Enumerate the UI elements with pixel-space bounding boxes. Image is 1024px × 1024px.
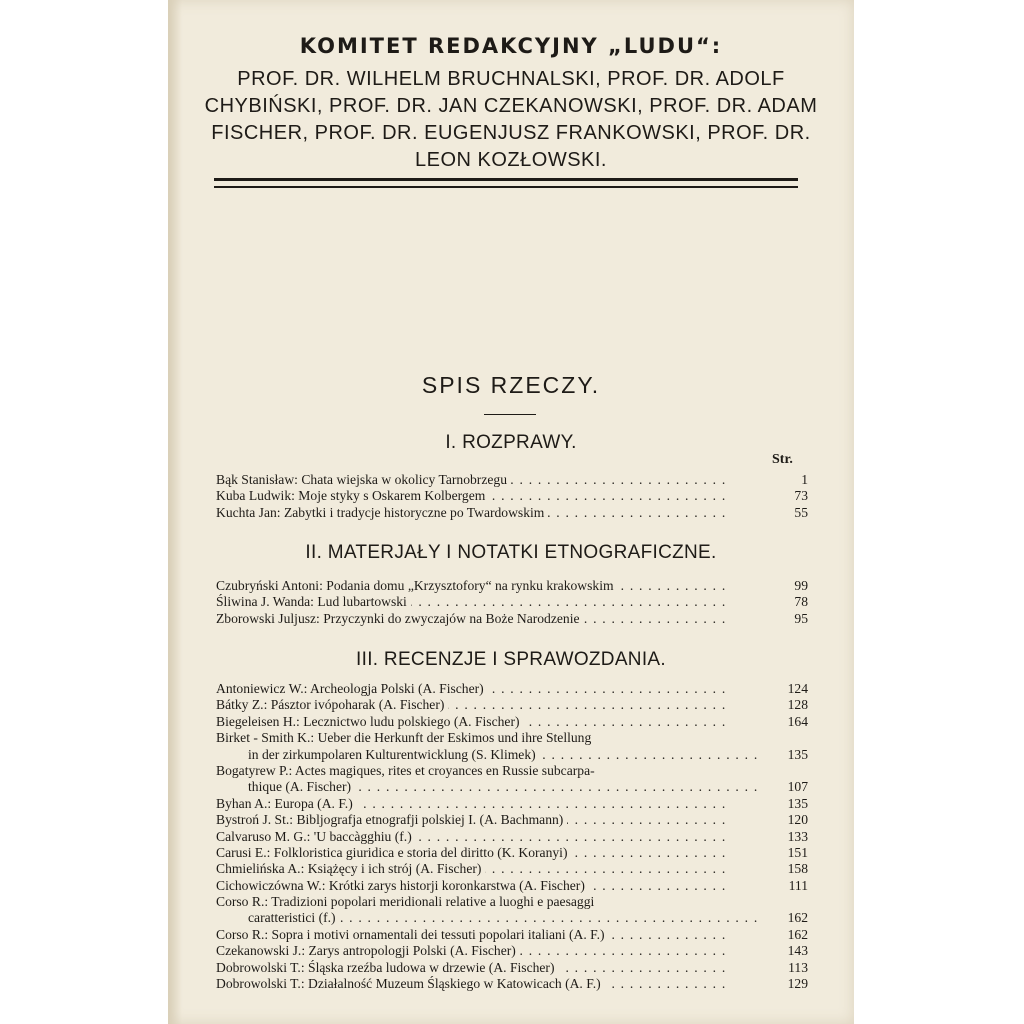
- toc-entry-page: 158: [787, 861, 808, 877]
- toc-entry-text: Śliwina J. Wanda: Lud lubartowski: [216, 594, 411, 609]
- toc-entry: [216, 730, 808, 746]
- toc-entry-text: Biegeleisen H.: Lecznictwo ludu polskiego (A. Fischer): [216, 714, 524, 729]
- page-column-header: Str.: [772, 452, 793, 467]
- section-heading-1: I. ROZPRAWY.: [445, 432, 577, 453]
- toc-entry-text: caratteristici (f.): [248, 910, 340, 925]
- toc-entry-text: Kuchta Jan: Zabytki i tradycje historyczne po Twardowskim: [216, 505, 548, 520]
- toc-entry: [216, 594, 808, 610]
- toc-entry-text: Corso R.: Tradizioni popolari meridionali relative a luoghi e paesaggi: [216, 894, 598, 909]
- toc-entry: [216, 894, 808, 910]
- section-heading-3: III. RECENZJE I SPRAWOZDANIA.: [356, 649, 666, 670]
- toc-entry-page: 162: [787, 926, 808, 942]
- toc-entry: [216, 910, 808, 926]
- toc-entry: [216, 812, 808, 828]
- toc-entry-page: 151: [787, 844, 808, 860]
- double-rule-top: [214, 178, 798, 181]
- toc-entry-page: 111: [788, 877, 808, 893]
- toc-entry-page: 128: [787, 697, 808, 713]
- toc-entry: [216, 861, 808, 877]
- toc-entry-page: 135: [787, 746, 808, 762]
- toc-entry-page: 120: [787, 812, 808, 828]
- toc-entry-page: 135: [787, 795, 808, 811]
- toc-entry-text: Byhan A.: Europa (A. F.): [216, 796, 357, 811]
- double-rule-bottom: [214, 186, 798, 188]
- contents-title: SPIS RZECZY.: [421, 372, 601, 398]
- toc-entry-page: 129: [787, 976, 808, 992]
- toc-entry-text: Bąk Stanisław: Chata wiejska w okolicy Tarnobrzegu: [216, 472, 511, 487]
- section-2-entries: [216, 578, 808, 627]
- page-gutter-shadow: [168, 0, 182, 1024]
- toc-entry-text: Cichowiczówna W.: Krótki zarys historji koronkarstwa (A. Fischer): [216, 878, 589, 893]
- toc-entry: [216, 681, 808, 697]
- toc-entry-page: 55: [794, 504, 808, 520]
- toc-entry-text: thique (A. Fischer): [248, 779, 355, 794]
- toc-entry-text: in der zirkumpolaren Kulturentwicklung (S. Klimek): [248, 747, 540, 762]
- toc-entry-page: 73: [794, 488, 808, 504]
- toc-entry: [216, 829, 808, 845]
- toc-entry-page: 143: [787, 943, 808, 959]
- section-1-entries: [216, 472, 808, 521]
- book-page: [168, 0, 854, 1024]
- toc-entry-text: Bystroń J. St.: Bibljografja etnografji polskiej I. (A. Bachmann): [216, 812, 567, 827]
- title-underline: [484, 414, 536, 415]
- toc-entry: [216, 796, 808, 812]
- toc-entry: [216, 763, 808, 779]
- toc-entry: [216, 697, 808, 713]
- toc-entry-text: Dobrowolski T.: Śląska rzeźba ludowa w drzewie (A. Fischer): [216, 960, 559, 975]
- toc-entry-page: 133: [787, 828, 808, 844]
- toc-entry: [216, 878, 808, 894]
- toc-entry: [216, 714, 808, 730]
- toc-entry: [216, 488, 808, 504]
- toc-entry: [216, 927, 808, 943]
- toc-entry-page: 107: [787, 779, 808, 795]
- toc-entry: [216, 845, 808, 861]
- toc-entry-text: Kuba Ludwik: Moje styky s Oskarem Kolbergem: [216, 488, 489, 503]
- toc-entry-text: Czubryński Antoni: Podania domu „Krzysztofory“ na rynku krakowskim: [216, 578, 618, 593]
- toc-entry-text: Bogatyrew P.: Actes magiques, rites et croyances en Russie subcarpa-: [216, 763, 599, 778]
- toc-entry-page: 78: [794, 594, 808, 610]
- toc-entry: [216, 747, 808, 763]
- toc-entry-text: Chmielińska A.: Książęcy i ich strój (A. Fischer): [216, 861, 485, 876]
- toc-entry: [216, 779, 808, 795]
- toc-entry: [216, 611, 808, 627]
- toc-entry: [216, 505, 808, 521]
- toc-entry-text: Birket - Smith K.: Ueber die Herkunft der Eskimos und ihre Stellung: [216, 730, 595, 745]
- toc-entry: [216, 472, 808, 488]
- committee-members: PROF. DR. WILHELM BRUCHNALSKI, PROF. DR. ADOLF CHYBIŃSKI, PROF. DR. JAN CZEKANOWSKI, PROF. DR. ADAM FISCHER, PROF. DR. EUGENJUSZ FRANKOWSKI, PROF. DR. LEON KOZŁOWSKI.: [204, 68, 818, 171]
- toc-entry: [216, 976, 808, 992]
- toc-entry: [216, 943, 808, 959]
- toc-entry-text: Dobrowolski T.: Działalność Muzeum Śląskiego w Katowicach (A. F.): [216, 976, 605, 991]
- toc-entry-text: Antoniewicz W.: Archeologja Polski (A. Fischer): [216, 681, 488, 696]
- toc-entry-page: 162: [787, 910, 808, 926]
- toc-entry: [216, 960, 808, 976]
- toc-entry-text: Bátky Z.: Pásztor ivópoharak (A. Fischer): [216, 697, 448, 712]
- toc-entry-text: Czekanowski J.: Zarys antropologji Polski (A. Fischer): [216, 943, 520, 958]
- toc-entry-text: Corso R.: Sopra i motivi ornamentali dei tessuti popolari italiani (A. F.): [216, 927, 609, 942]
- toc-entry-page: 164: [787, 713, 808, 729]
- toc-entry-page: 95: [794, 610, 808, 626]
- toc-entry: [216, 578, 808, 594]
- section-heading-2: II. MATERJAŁY I NOTATKI ETNOGRAFICZNE.: [305, 542, 717, 563]
- toc-entry-text: Carusi E.: Folkloristica giuridica e storia del diritto (K. Koranyi): [216, 845, 571, 860]
- toc-entry-page: 1: [801, 472, 808, 487]
- toc-entry-text: Zborowski Juljusz: Przyczynki do zwyczajów na Boże Narodzenie: [216, 611, 584, 626]
- toc-entry-text: Calvaruso M. G.: 'U baccàgghiu (f.): [216, 829, 416, 844]
- toc-entry-page: 113: [788, 959, 808, 975]
- toc-entry-page: 124: [787, 681, 808, 696]
- toc-entry-page: 99: [794, 578, 808, 593]
- committee-title: KOMITET REDAKCYJNY „LUDU“:: [299, 34, 723, 58]
- section-3-entries: [216, 681, 808, 992]
